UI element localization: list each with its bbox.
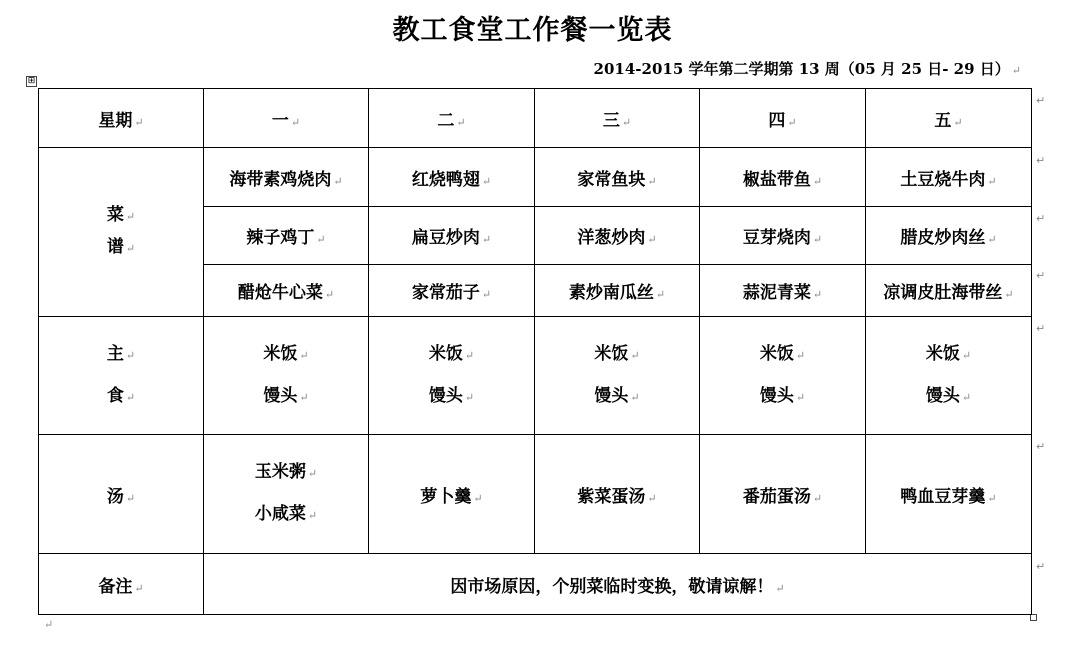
soup-cell: 萝卜羹 ↵ [369, 435, 535, 554]
table-move-handle-icon[interactable]: ⊞ [27, 76, 36, 86]
row-end-mark: ↵ [1036, 560, 1046, 573]
dish-cell: 洋葱炒肉 ↵ [535, 207, 700, 265]
staple-cell: 米饭 ↵ 馒头 ↵ [369, 317, 535, 435]
dish-cell: 辣子鸡丁 ↵ [204, 207, 369, 265]
dish-cell: 海带素鸡烧肉 ↵ [204, 148, 369, 207]
table-resize-handle-icon[interactable] [1030, 614, 1037, 621]
dishes-label-line-2: 谱 ↵ [106, 237, 136, 257]
weekday-header-4: 四 ↵ [700, 89, 866, 148]
dish-cell: 扁豆炒肉 ↵ [369, 207, 535, 265]
weekday-header-5: 五 ↵ [866, 89, 1032, 148]
dish-cell: 腊皮炒肉丝 ↵ [866, 207, 1032, 265]
staple-cell: 米饭 ↵ 馒头 ↵ [866, 317, 1032, 435]
row-end-mark: ↵ [1036, 322, 1046, 335]
dish-cell: 红烧鸭翅 ↵ [369, 148, 535, 207]
dish-cell: 凉调皮肚海带丝 ↵ [866, 265, 1032, 317]
dish-cell: 醋炝牛心菜 ↵ [204, 265, 369, 317]
dish-cell: 素炒南瓜丝 ↵ [535, 265, 700, 317]
dishes-label-cell [39, 148, 204, 317]
note-label-cell: 备注 ↵ [39, 554, 204, 615]
soup-label-cell: 汤 ↵ [39, 435, 204, 554]
row-end-mark: ↵ [1036, 269, 1046, 282]
soup-cell: 番茄蛋汤 ↵ [700, 435, 866, 554]
document-end-mark: ↵ [44, 618, 54, 631]
menu-table [38, 88, 1032, 615]
note-row [39, 554, 1032, 615]
note-text-cell: 因市场原因，个别菜临时变换，敬请谅解！ ↵ [204, 554, 1032, 615]
weekday-header-3: 三 ↵ [535, 89, 700, 148]
dish-cell: 蒜泥青菜 ↵ [700, 265, 866, 317]
row-end-mark: ↵ [1036, 212, 1046, 225]
soup-cell: 玉米粥 ↵ 小咸菜 ↵ [204, 435, 369, 554]
row-end-mark: ↵ [1036, 94, 1046, 107]
weekday-header-1: 一 ↵ [204, 89, 369, 148]
dish-cell: 椒盐带鱼 ↵ [700, 148, 866, 207]
document-title: 教工食堂工作餐一览表 [392, 15, 673, 46]
dish-cell: 豆芽烧肉 ↵ [700, 207, 866, 265]
weekday-header-label: 星期 ↵ [39, 89, 204, 148]
document-subtitle: 2014-2015 学年第二学期第 13 周（05 月 25 日- 29 日） ↵ [593, 60, 1021, 78]
dish-cell: 家常茄子 ↵ [369, 265, 535, 317]
soup-cell: 紫菜蛋汤 ↵ [535, 435, 700, 554]
weekday-header-2: 二 ↵ [369, 89, 535, 148]
dish-row-1 [39, 148, 1032, 207]
dish-cell: 土豆烧牛肉 ↵ [866, 148, 1032, 207]
dish-cell: 家常鱼块 ↵ [535, 148, 700, 207]
soup-cell: 鸭血豆芽羹 ↵ [866, 435, 1032, 554]
staple-cell: 米饭 ↵ 馒头 ↵ [700, 317, 866, 435]
dishes-label-line-1: 菜 ↵ [106, 205, 136, 225]
row-end-mark: ↵ [1036, 440, 1046, 453]
header-row [39, 89, 1032, 148]
soup-row [39, 435, 1032, 554]
staple-label-cell: 主 ↵ 食 ↵ [39, 317, 204, 435]
row-end-mark: ↵ [1036, 154, 1046, 167]
staple-cell: 米饭 ↵ 馒头 ↵ [535, 317, 700, 435]
staple-cell: 米饭 ↵ 馒头 ↵ [204, 317, 369, 435]
staple-row [39, 317, 1032, 435]
